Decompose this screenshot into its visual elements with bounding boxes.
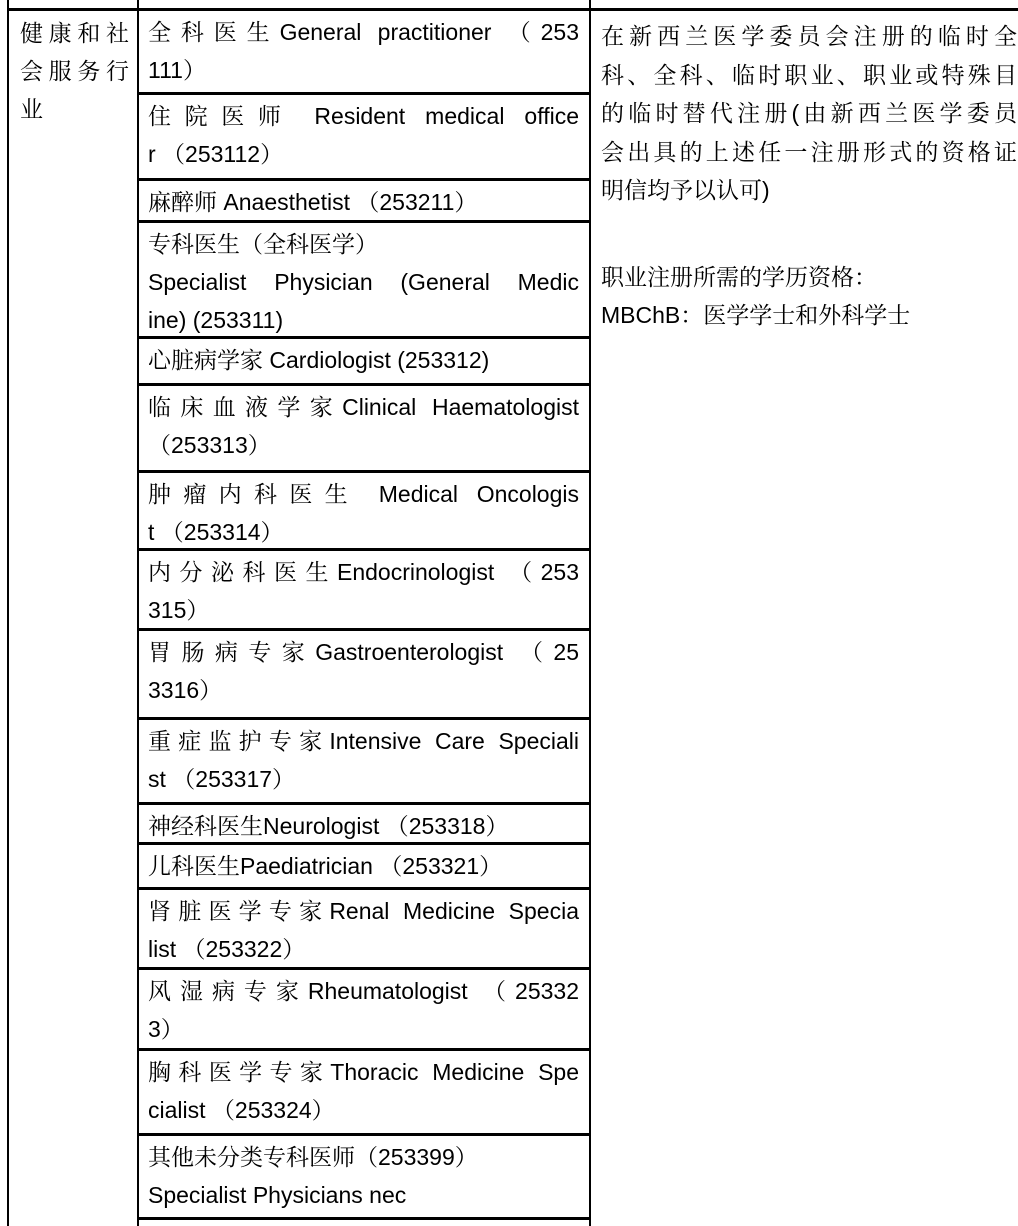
occupation-text-line: 其他未分类专科医师（253399） (148, 1144, 478, 1170)
industry-label-line: 会服务行 (20, 58, 129, 84)
occupation-text-line: （253313） (148, 432, 271, 458)
occupation-text-line: 315） (148, 597, 210, 623)
occupation-text-line: 神经科医生Neurologist （253318） (148, 813, 509, 839)
occupation-row (139, 11, 589, 95)
occupation-row (139, 551, 589, 631)
occupation-text-line: cialist （253324） (148, 1097, 335, 1123)
occupation-text-line: 住院医师 Resident medical office (148, 103, 579, 129)
occupation-text-line: 3316） (148, 677, 223, 703)
occupation-text-line: 3） (148, 1016, 184, 1042)
occupation-text-line: 临床血液学家Clinical Haematologist (148, 394, 579, 420)
requirements-text-line (601, 210, 1017, 258)
occupation-text-line: 重症监护专家Intensive Care Speciali (148, 728, 579, 754)
requirements-cell (591, 11, 1018, 335)
requirements-text-line: 明信均予以认可) (601, 177, 770, 203)
occupation-text-line: st （253317） (148, 766, 296, 792)
requirements-text-line: 会出具的上述任一注册形式的资格证 (601, 138, 1017, 165)
occupation-text-line: 胸科医学专家Thoracic Medicine Spe (148, 1059, 579, 1085)
occupation-text-line: list （253322） (148, 936, 306, 962)
occupation-text-line: Specialist Physicians nec (148, 1182, 407, 1208)
occupation-row (139, 1136, 589, 1220)
industry-cell (9, 11, 137, 128)
requirements-text-line: MBChB：医学学士和外科学士 (601, 302, 911, 328)
occupation-text-line: 111） (148, 57, 206, 83)
occupation-text-line: 肾脏医学专家Renal Medicine Specia (148, 898, 579, 924)
occupation-text-line: 全科医生General practitioner （253 (148, 19, 579, 45)
table-border-left (7, 0, 9, 1226)
occupation-text-line: 专科医生（全科医学） (148, 231, 378, 257)
requirements-text-line: 在新西兰医学委员会注册的临时全 (601, 23, 1017, 49)
occupation-row (139, 1051, 589, 1136)
occupation-text-line: 风湿病专家Rheumatologist （25332 (148, 978, 579, 1004)
occupation-text-line: ine) (253311) (148, 307, 284, 333)
occupation-row (139, 181, 589, 223)
occupation-row (139, 473, 589, 551)
occupation-row (139, 631, 589, 720)
occupation-text-line: 胃肠病专家Gastroenterologist （25 (148, 639, 579, 665)
industry-label-line: 业 (20, 96, 43, 122)
occupation-text-line: 肿瘤内科医生 Medical Oncologis (148, 481, 579, 507)
occupation-text-line: 儿科医生Paediatrician （253321） (148, 853, 503, 879)
occupation-row (139, 386, 589, 473)
occupation-text-line: t （253314） (148, 519, 284, 545)
occupation-row (139, 339, 589, 386)
occupation-row (139, 720, 589, 805)
occupation-text-line: r （253112） (148, 141, 284, 167)
occupation-text-line: 麻醉师 Anaesthetist （253211） (148, 189, 478, 215)
occupation-row (139, 805, 589, 845)
occupation-row (139, 223, 589, 339)
occupation-row (139, 970, 589, 1051)
occupation-rows (139, 11, 589, 1220)
industry-label-line: 健康和社 (20, 20, 129, 46)
occupation-text-line: Specialist Physician (General Medic (148, 269, 579, 295)
occupation-text-line: 心脏病学家 Cardiologist (253312) (148, 347, 490, 373)
occupation-row (139, 845, 589, 890)
occupation-row (139, 95, 589, 181)
requirements-text-line: 的临时替代注册(由新西兰医学委员 (601, 100, 1017, 126)
requirements-text-line: 科、全科、临时职业、职业或特殊目 (601, 61, 1017, 88)
requirements-text-line: 职业注册所需的学历资格： (601, 263, 877, 290)
occupation-row (139, 890, 589, 970)
occupation-text-line: 内分泌科医生Endocrinologist （253 (148, 559, 579, 585)
